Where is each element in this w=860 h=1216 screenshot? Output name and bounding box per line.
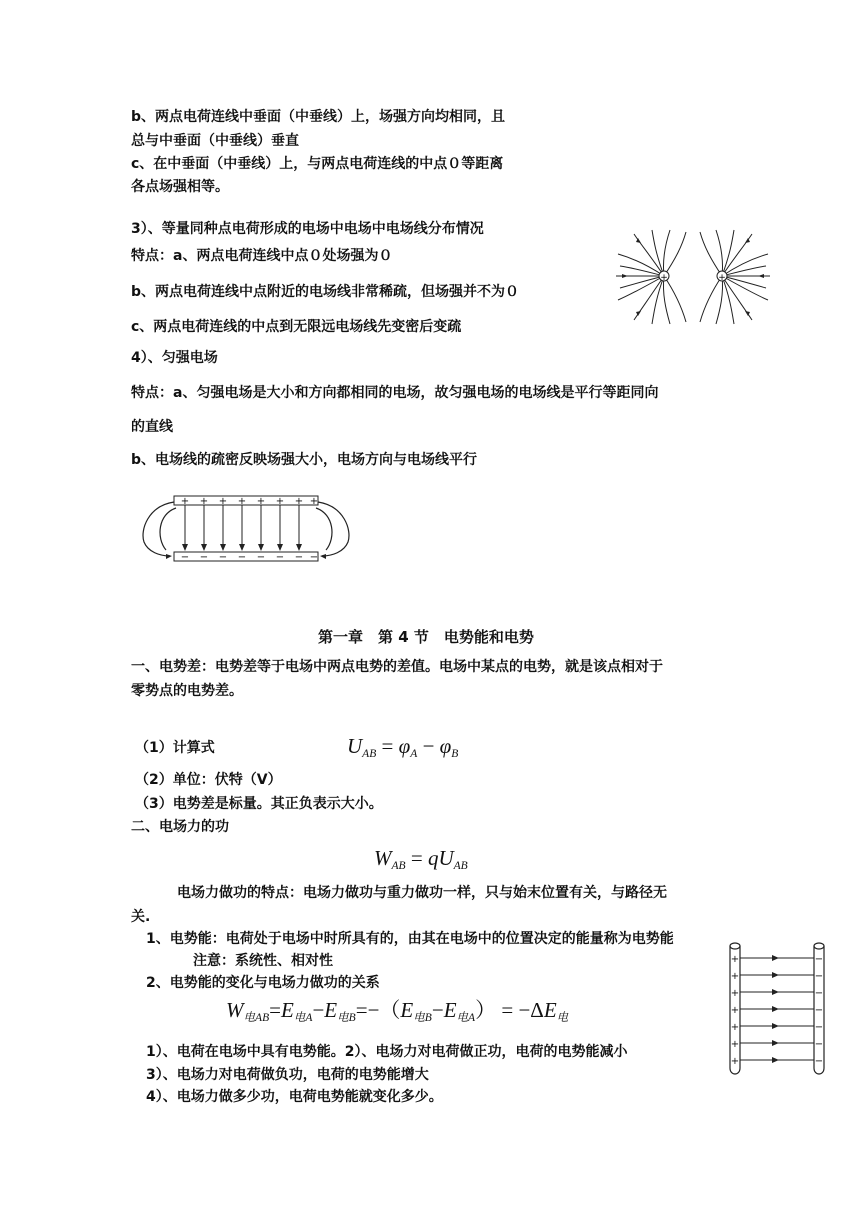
plate-bottom-sign: − <box>309 552 319 563</box>
formula-operator: − <box>422 734 435 758</box>
tube-right-sign: − <box>814 1039 824 1050</box>
plate-top-sign: + <box>309 496 319 507</box>
tube-left-sign: + <box>730 971 740 982</box>
parallel-plates-figure <box>136 490 356 570</box>
formula-symbol: U <box>347 734 363 758</box>
text-4b: b、电场线的疏密反映场强大小，电场方向与电场线平行 <box>131 452 478 468</box>
formula-symbol: q <box>427 846 439 870</box>
tube-field-figure <box>722 940 834 1078</box>
text-work-feature: 电场力做功的特点：电场力做功与重力做功一样，只与始末位置有关，与路径无 <box>177 885 667 901</box>
tube-left-sign: + <box>730 1005 740 1016</box>
text-pe-4: 4）、电场力做多少功，电荷电势能就变化多少。 <box>146 1089 443 1105</box>
text-3c: c、两点电荷连线的中点到无限远电场线先变密后变疏 <box>131 319 462 335</box>
formula-subscript: AB <box>362 748 377 761</box>
plate-bottom-sign: − <box>275 552 285 563</box>
formula-subscript: AB <box>391 860 406 873</box>
section-4-title: 4）、匀强电场 <box>131 350 218 366</box>
formula-subscript: B <box>451 748 459 761</box>
formula-subscript: 电AB <box>243 1012 270 1025</box>
formula-potential-difference <box>347 736 458 761</box>
formula-operator: − <box>367 998 380 1022</box>
tube-right-sign: − <box>814 1022 824 1033</box>
formula-symbol: E <box>543 998 557 1022</box>
text-4a: 特点：a、匀强电场是大小和方向都相同的电场，故匀强电场的电场线是平行等距同向 <box>131 385 659 401</box>
formula-subscript: 电A <box>293 1012 313 1025</box>
plate-top-sign: + <box>275 496 285 507</box>
text-unit: （2）单位：伏特（V） <box>135 772 282 788</box>
text-c-perpendicular: c、在中垂面（中垂线）上，与两点电荷连线的中点０等距离 <box>131 156 504 172</box>
formula-symbol: E <box>324 998 338 1022</box>
plate-bottom-sign: − <box>180 552 190 563</box>
formula-symbol: φ <box>439 734 452 758</box>
text-potential-difference-def-cont: 零势点的电势差。 <box>131 683 243 699</box>
text-potential-difference-def: 一、电势差：电势差等于电场中两点电势的差值。电场中某点的电势，就是该点相对于 <box>131 659 663 675</box>
plate-bottom-sign: − <box>218 552 228 563</box>
formula-symbol: W <box>374 846 392 870</box>
formula-symbol: E <box>281 998 294 1022</box>
plate-top-sign: + <box>294 496 304 507</box>
plate-top-sign: + <box>180 496 190 507</box>
formula-paren: （ <box>379 998 401 1022</box>
tube-left-sign: + <box>730 954 740 965</box>
text-b-perpendicular: b、两点电荷连线中垂面（中垂线）上，场强方向均相同，且 <box>131 109 506 125</box>
plate-bottom-sign: − <box>294 552 304 563</box>
text-pe-3: 3）、电场力对电荷做负功，电荷的电势能增大 <box>146 1067 429 1083</box>
formula-work <box>374 848 468 873</box>
tube-right-sign: − <box>814 971 824 982</box>
text-relation-title: 2、电势能的变化与电场力做功的关系 <box>146 975 380 991</box>
plate-top-sign: + <box>199 496 209 507</box>
text-note: 注意：系统性、相对性 <box>193 953 333 969</box>
plate-top-sign: + <box>256 496 266 507</box>
section-3-title: 3）、等量同种点电荷形成的电场中电场中电场线分布情况 <box>131 221 484 237</box>
formula-subscript: 电 <box>556 1012 569 1025</box>
text-3b: b、两点电荷连线中点附近的电场线非常稀疏，但场强并不为０ <box>131 284 520 300</box>
formula-symbol: φ <box>398 734 411 758</box>
tube-right-sign: − <box>814 988 824 999</box>
formula-operator: − <box>431 998 444 1022</box>
section-work-title: 二、电场力的功 <box>131 819 229 835</box>
text-pe-1: 1）、电荷在电场中具有电势能。2）、电场力对电荷做正功，电荷的电势能减小 <box>146 1044 628 1060</box>
formula-subscript: A <box>410 748 418 761</box>
formula-subscript: AB <box>453 860 468 873</box>
formula-paren: ） <box>475 998 497 1022</box>
tube-left-sign: + <box>730 988 740 999</box>
formula-subscript: 电A <box>456 1012 476 1025</box>
text-c-perpendicular-cont: 各点场强相等。 <box>131 179 229 195</box>
text-scalar: （3）电势差是标量。其正负表示大小。 <box>135 796 383 812</box>
plate-bottom-sign: − <box>256 552 266 563</box>
tube-right-sign: − <box>814 1005 824 1016</box>
tube-left-sign: + <box>730 1022 740 1033</box>
like-charges-field-figure <box>612 228 774 326</box>
formula-symbol: E <box>400 998 414 1022</box>
formula-symbol: U <box>438 846 454 870</box>
formula-operator: = <box>355 998 368 1022</box>
tube-right-sign: − <box>814 954 824 965</box>
formula-operator: = <box>501 998 514 1022</box>
formula-operator: = <box>410 846 423 870</box>
text-4a-cont: 的直线 <box>131 419 173 435</box>
formula-operator: = <box>381 734 394 758</box>
text-potential-energy-def: 1、电势能：电荷处于电场中时所具有的，由其在电场中的位置决定的能量称为电势能 <box>146 931 674 947</box>
formula-operator: = <box>269 998 281 1022</box>
plate-top-sign: + <box>218 496 228 507</box>
formula-label: （1）计算式 <box>135 740 215 756</box>
formula-symbol: W <box>226 998 244 1022</box>
formula-potential-energy <box>226 1000 568 1025</box>
formula-operator: −Δ <box>518 998 544 1022</box>
text-work-feature-cont: 关. <box>131 909 151 925</box>
text-3a: 特点：a、两点电荷连线中点０处场强为０ <box>131 248 393 264</box>
like-charge-right-sign: + <box>718 273 726 283</box>
formula-symbol: E <box>443 998 457 1022</box>
plate-top-sign: + <box>237 496 247 507</box>
tube-left-sign: + <box>730 1039 740 1050</box>
formula-operator: − <box>312 998 325 1022</box>
plate-bottom-sign: − <box>199 552 209 563</box>
formula-subscript: 电B <box>337 1012 356 1025</box>
like-charge-left-sign: + <box>660 273 668 283</box>
plate-bottom-sign: − <box>237 552 247 563</box>
formula-subscript: 电B <box>413 1012 432 1025</box>
tube-left-sign: + <box>730 1056 740 1067</box>
tube-right-sign: − <box>814 1056 824 1067</box>
text-b-perpendicular-cont: 总与中垂面（中垂线）垂直 <box>131 133 299 149</box>
chapter-heading: 第一章 第 4 节 电势能和电势 <box>318 628 534 646</box>
